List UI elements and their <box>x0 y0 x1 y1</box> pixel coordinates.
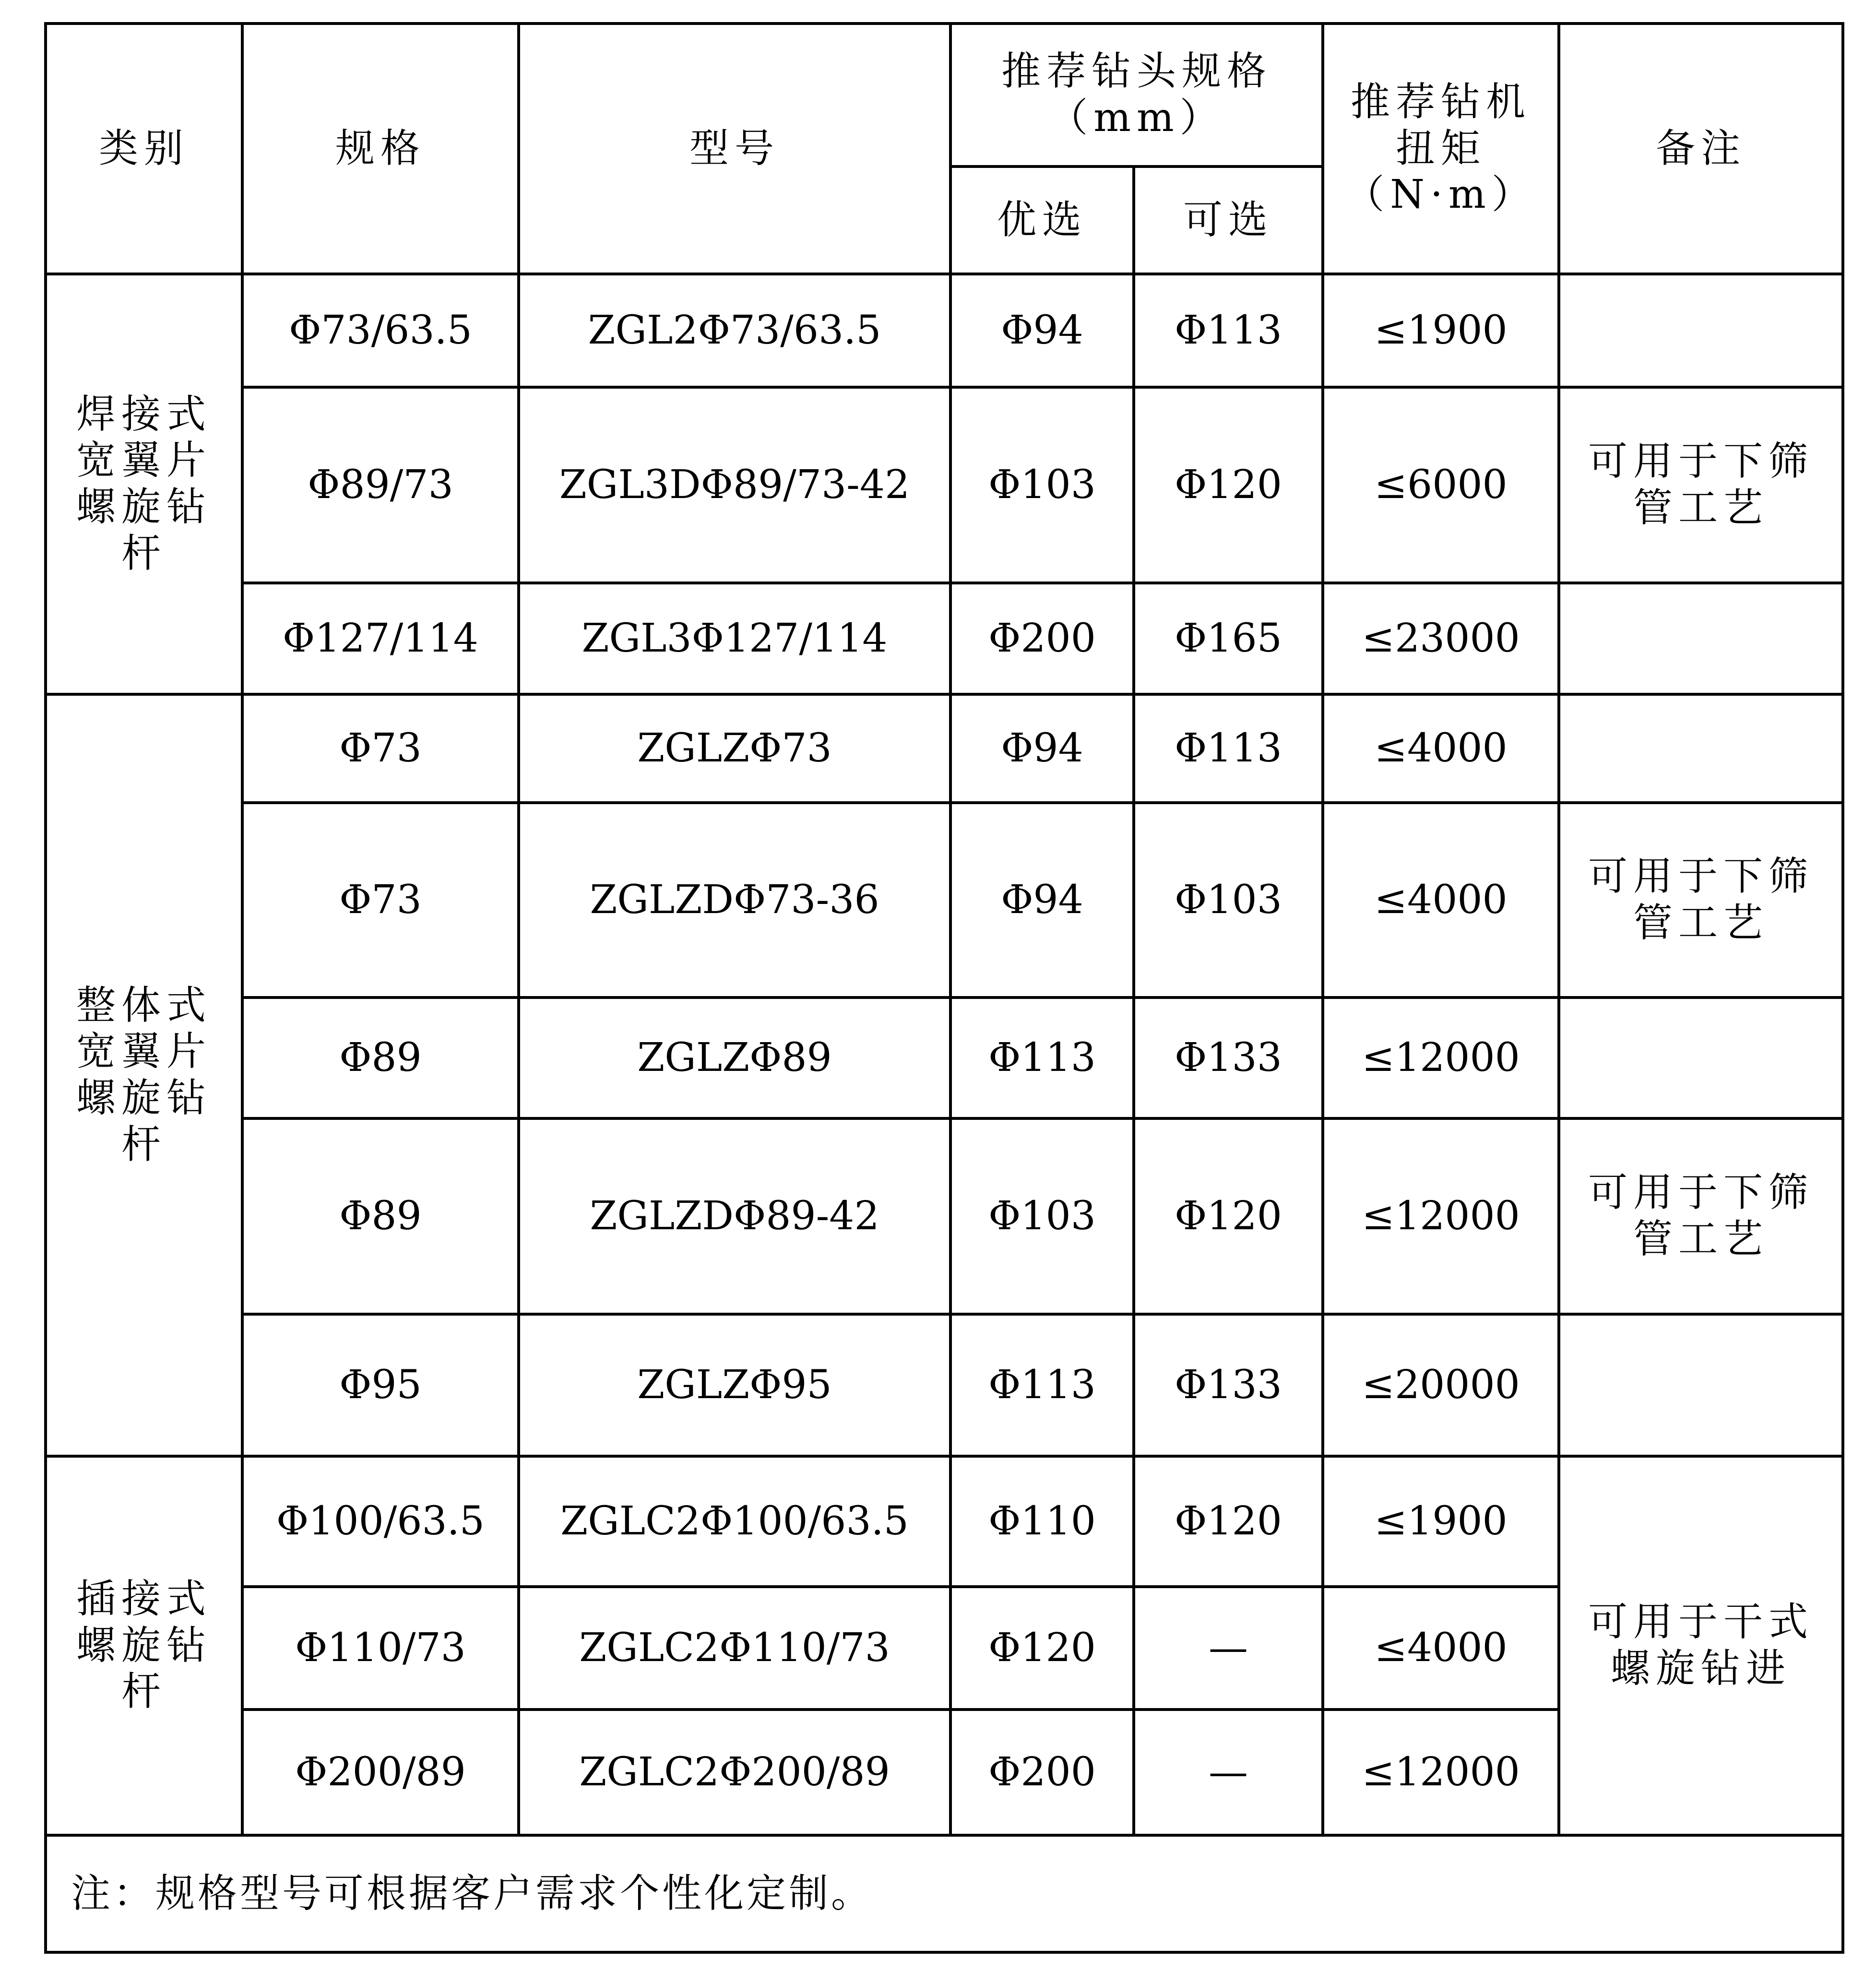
cell-model: ZGLZΦ95 <box>519 1314 950 1456</box>
cell-torque: ≤1900 <box>1323 274 1559 387</box>
header-bit-spec-line2: （mm） <box>1048 95 1225 141</box>
category-line: 螺旋钻 <box>76 484 212 530</box>
table-row <box>46 694 1843 803</box>
cell-preferred: Φ94 <box>950 694 1134 803</box>
table-row <box>46 274 1843 387</box>
cell-spec: Φ73/63.5 <box>242 274 519 387</box>
header-model: 型号 <box>519 24 950 274</box>
remark-line: 可用于干式 <box>1588 1599 1814 1645</box>
cell-optional: — <box>1134 1710 1323 1835</box>
table-row <box>46 1314 1843 1456</box>
cell-optional: Φ165 <box>1134 583 1323 694</box>
remark-line: 可用于下筛 <box>1588 439 1814 485</box>
cell-spec: Φ110/73 <box>242 1587 519 1710</box>
cell-spec: Φ89 <box>242 997 519 1118</box>
cell-spec: Φ73 <box>242 694 519 803</box>
remark-line: 可用于下筛 <box>1588 1170 1814 1216</box>
cell-model: ZGLC2Φ100/63.5 <box>519 1456 950 1587</box>
cell-model: ZGLZDΦ89-42 <box>519 1118 950 1314</box>
cell-optional: Φ120 <box>1134 387 1323 583</box>
category-integral <box>46 694 242 1456</box>
category-line: 杆 <box>121 1121 166 1167</box>
cell-torque: ≤1900 <box>1323 1456 1559 1587</box>
table-row <box>46 1118 1843 1314</box>
category-line: 宽翼片 <box>76 438 212 484</box>
cell-torque: ≤12000 <box>1323 1118 1559 1314</box>
cell-remark <box>1559 274 1843 387</box>
cell-preferred: Φ120 <box>950 1587 1134 1710</box>
cell-preferred: Φ200 <box>950 583 1134 694</box>
header-row-top <box>46 24 1843 166</box>
header-optional: 可选 <box>1134 166 1323 274</box>
category-line: 杆 <box>121 1669 166 1715</box>
header-spec: 规格 <box>242 24 519 274</box>
header-torque <box>1323 24 1559 274</box>
cell-optional: Φ120 <box>1134 1456 1323 1587</box>
remark-line: 可用于下筛 <box>1588 854 1814 900</box>
cell-remark <box>1559 803 1843 997</box>
cell-optional: — <box>1134 1587 1323 1710</box>
cell-spec: Φ100/63.5 <box>242 1456 519 1587</box>
cell-spec: Φ89 <box>242 1118 519 1314</box>
cell-torque: ≤6000 <box>1323 387 1559 583</box>
cell-spec: Φ73 <box>242 803 519 997</box>
category-line: 整体式 <box>76 982 212 1028</box>
cell-preferred: Φ94 <box>950 274 1134 387</box>
cell-torque: ≤4000 <box>1323 694 1559 803</box>
category-line: 焊接式 <box>76 391 212 437</box>
cell-model: ZGL3DΦ89/73-42 <box>519 387 950 583</box>
cell-model: ZGLZΦ73 <box>519 694 950 803</box>
header-torque-line1: 推荐钻机 <box>1351 79 1532 125</box>
spec-table <box>44 22 1844 1954</box>
cell-spec: Φ95 <box>242 1314 519 1456</box>
table-row <box>46 997 1843 1118</box>
cell-preferred: Φ113 <box>950 1314 1134 1456</box>
cell-model: ZGLC2Φ200/89 <box>519 1710 950 1835</box>
remark-line: 螺旋钻进 <box>1611 1646 1792 1691</box>
header-bit-spec-line1: 推荐钻头规格 <box>1001 48 1272 95</box>
table-row <box>46 1456 1843 1587</box>
cell-torque: ≤23000 <box>1323 583 1559 694</box>
remark-line: 管工艺 <box>1633 1216 1769 1262</box>
category-line: 螺旋钻 <box>76 1622 212 1668</box>
cell-preferred: Φ103 <box>950 387 1134 583</box>
category-line: 杆 <box>121 530 166 576</box>
remark-line: 管工艺 <box>1633 485 1769 531</box>
cell-optional: Φ120 <box>1134 1118 1323 1314</box>
cell-torque: ≤4000 <box>1323 803 1559 997</box>
table-note: 注：规格型号可根据客户需求个性化定制。 <box>46 1835 1843 1952</box>
header-category: 类别 <box>46 24 242 274</box>
cell-preferred: Φ200 <box>950 1710 1134 1835</box>
cell-model: ZGLC2Φ110/73 <box>519 1587 950 1710</box>
category-line: 宽翼片 <box>76 1029 212 1075</box>
cell-torque: ≤12000 <box>1323 1710 1559 1835</box>
header-torque-line3: （N·m） <box>1345 172 1537 218</box>
cell-remark <box>1559 1118 1843 1314</box>
header-bit-spec <box>950 24 1323 166</box>
cell-preferred: Φ113 <box>950 997 1134 1118</box>
header-torque-line2: 扭矩 <box>1396 125 1486 171</box>
cell-preferred: Φ110 <box>950 1456 1134 1587</box>
cell-model: ZGLZDΦ73-36 <box>519 803 950 997</box>
cell-model: ZGL3Φ127/114 <box>519 583 950 694</box>
note-row <box>46 1835 1843 1952</box>
header-preferred: 优选 <box>950 166 1134 274</box>
cell-spec: Φ127/114 <box>242 583 519 694</box>
cell-remark <box>1559 1314 1843 1456</box>
cell-remark <box>1559 694 1843 803</box>
cell-remark <box>1559 997 1843 1118</box>
category-line: 螺旋钻 <box>76 1075 212 1121</box>
cell-optional: Φ103 <box>1134 803 1323 997</box>
table-row <box>46 387 1843 583</box>
category-socket <box>46 1456 242 1835</box>
table-row <box>46 583 1843 694</box>
cell-optional: Φ113 <box>1134 274 1323 387</box>
cell-optional: Φ133 <box>1134 997 1323 1118</box>
cell-preferred: Φ103 <box>950 1118 1134 1314</box>
cell-torque: ≤4000 <box>1323 1587 1559 1710</box>
cell-torque: ≤12000 <box>1323 997 1559 1118</box>
header-remark: 备注 <box>1559 24 1843 274</box>
cell-spec: Φ200/89 <box>242 1710 519 1835</box>
cell-remark <box>1559 1456 1843 1835</box>
cell-torque: ≤20000 <box>1323 1314 1559 1456</box>
category-welded <box>46 274 242 694</box>
cell-optional: Φ133 <box>1134 1314 1323 1456</box>
cell-remark <box>1559 387 1843 583</box>
cell-model: ZGLZΦ89 <box>519 997 950 1118</box>
cell-preferred: Φ94 <box>950 803 1134 997</box>
remark-line: 管工艺 <box>1633 900 1769 946</box>
cell-remark <box>1559 583 1843 694</box>
cell-model: ZGL2Φ73/63.5 <box>519 274 950 387</box>
cell-spec: Φ89/73 <box>242 387 519 583</box>
table-row <box>46 803 1843 997</box>
category-line: 插接式 <box>76 1576 212 1622</box>
cell-optional: Φ113 <box>1134 694 1323 803</box>
